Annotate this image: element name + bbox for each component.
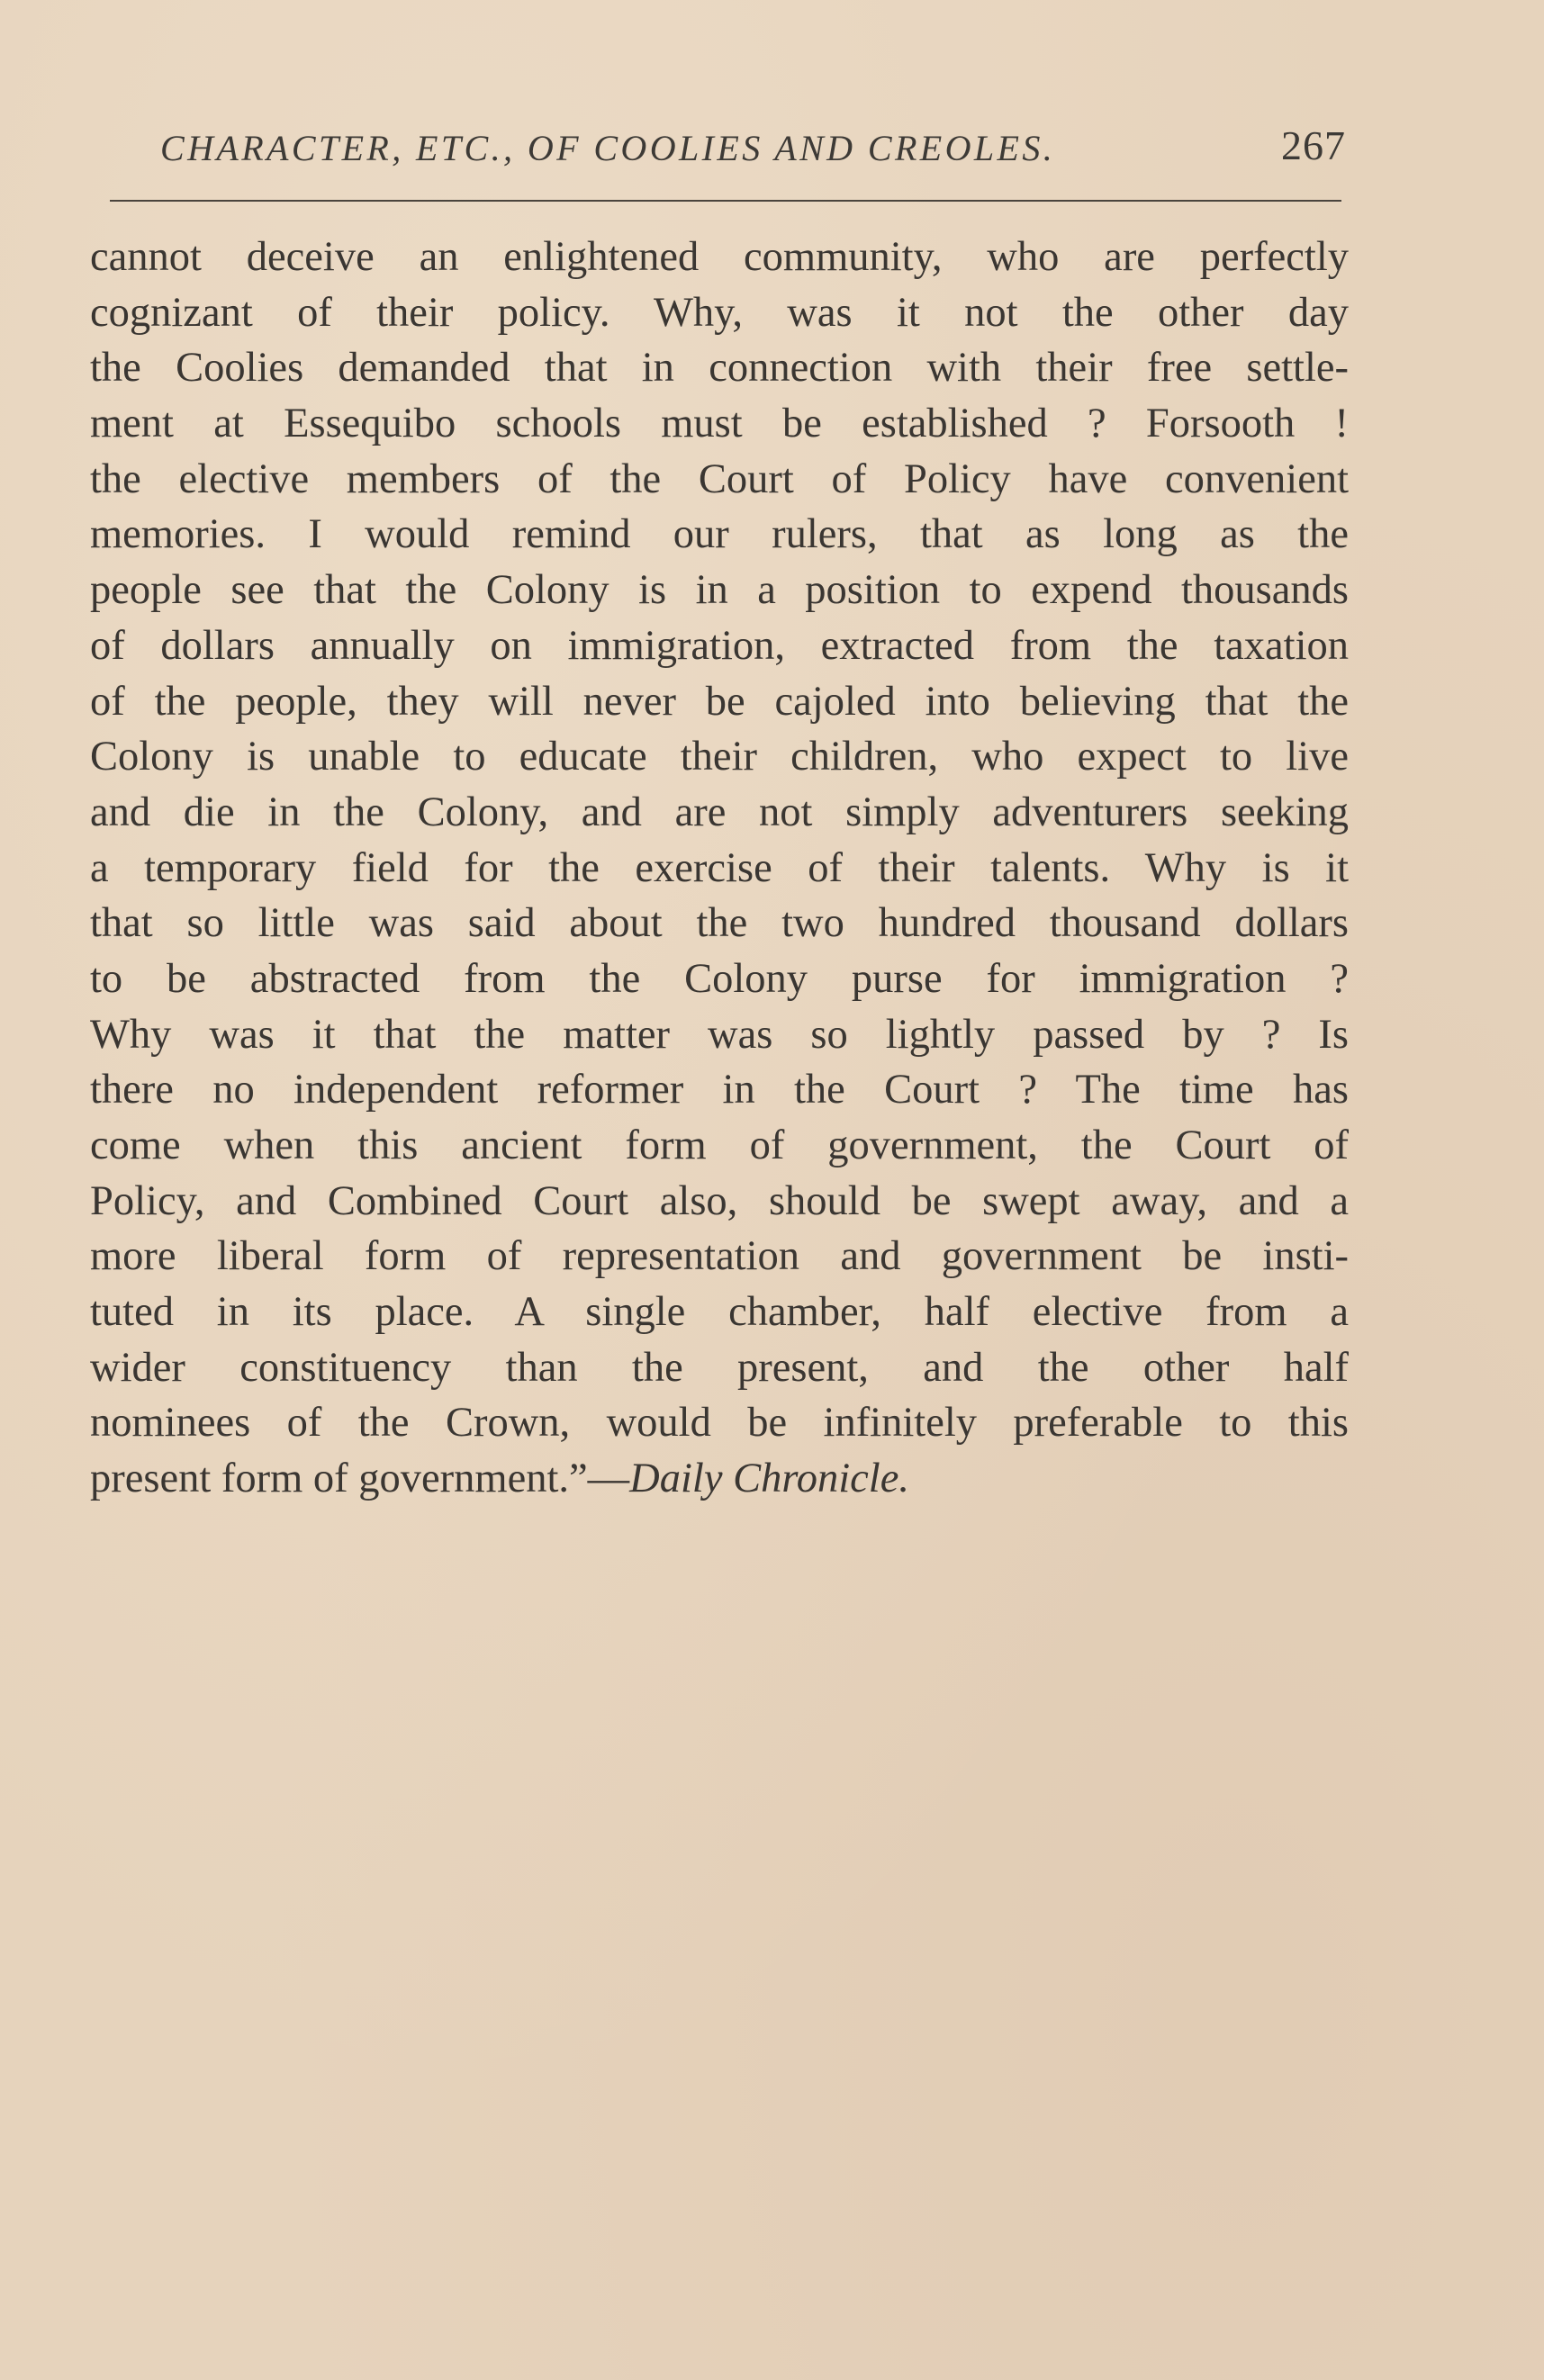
text-line: come when this ancient form of government, the Court of xyxy=(90,1122,1349,1168)
text-line: Colony is unable to educate their children, who expect to live xyxy=(90,734,1349,780)
text-line: a temporary field for the exercise of their talents. Why is it xyxy=(90,844,1349,891)
final-line-text: present form of government.”— xyxy=(90,1456,630,1502)
body-text xyxy=(90,230,1349,1507)
text-line: nominees of the Crown, would be infinitely preferable to this xyxy=(90,1400,1349,1447)
text-line: the elective members of the Court of Policy have convenient xyxy=(90,455,1349,502)
text-line: the Coolies demanded that in connection with their free settle- xyxy=(90,345,1349,392)
text-line: people see that the Colony is in a position to expend thousands xyxy=(90,567,1349,614)
text-line: tuted in its place. A single chamber, half elective from a xyxy=(90,1289,1349,1336)
source-citation: Daily Chronicle. xyxy=(629,1456,909,1502)
text-line: that so little was said about the two hundred thousand dollars xyxy=(90,900,1349,947)
running-head xyxy=(158,122,1346,185)
text-line: ment at Essequibo schools must be established ? Forsooth ! xyxy=(90,401,1349,447)
text-line: of the people, they will never be cajoled into believing that the xyxy=(90,678,1349,725)
text-line: Policy, and Combined Court also, should be swept away, and a xyxy=(90,1177,1349,1224)
text-line: Why was it that the matter was so lightly passed by ? Is xyxy=(90,1011,1349,1058)
text-line: to be abstracted from the Colony purse for immigration ? xyxy=(90,955,1349,1002)
text-line: cognizant of their policy. Why, was it not the other day xyxy=(90,289,1349,336)
text-line: there no independent reformer in the Court ? The time has xyxy=(90,1067,1349,1113)
text-line: memories. I would remind our rulers, that as long as the xyxy=(90,511,1349,558)
final-line xyxy=(90,1451,1349,1507)
text-line: wider constituency than the present, and the other half xyxy=(90,1344,1349,1391)
text-line: of dollars annually on immigration, extracted from the taxation xyxy=(90,622,1349,669)
text-line: more liberal form of representation and government be insti- xyxy=(90,1233,1349,1280)
header-rule xyxy=(110,200,1341,202)
text-line: cannot deceive an enlightened community, who are perfectly xyxy=(90,234,1349,280)
text-line: and die in the Colony, and are not simply adventurers seeking xyxy=(90,789,1349,835)
running-title: CHARACTER, ETC., OF COOLIES AND CREOLES. xyxy=(160,128,1056,168)
page-number: 267 xyxy=(1281,122,1346,168)
